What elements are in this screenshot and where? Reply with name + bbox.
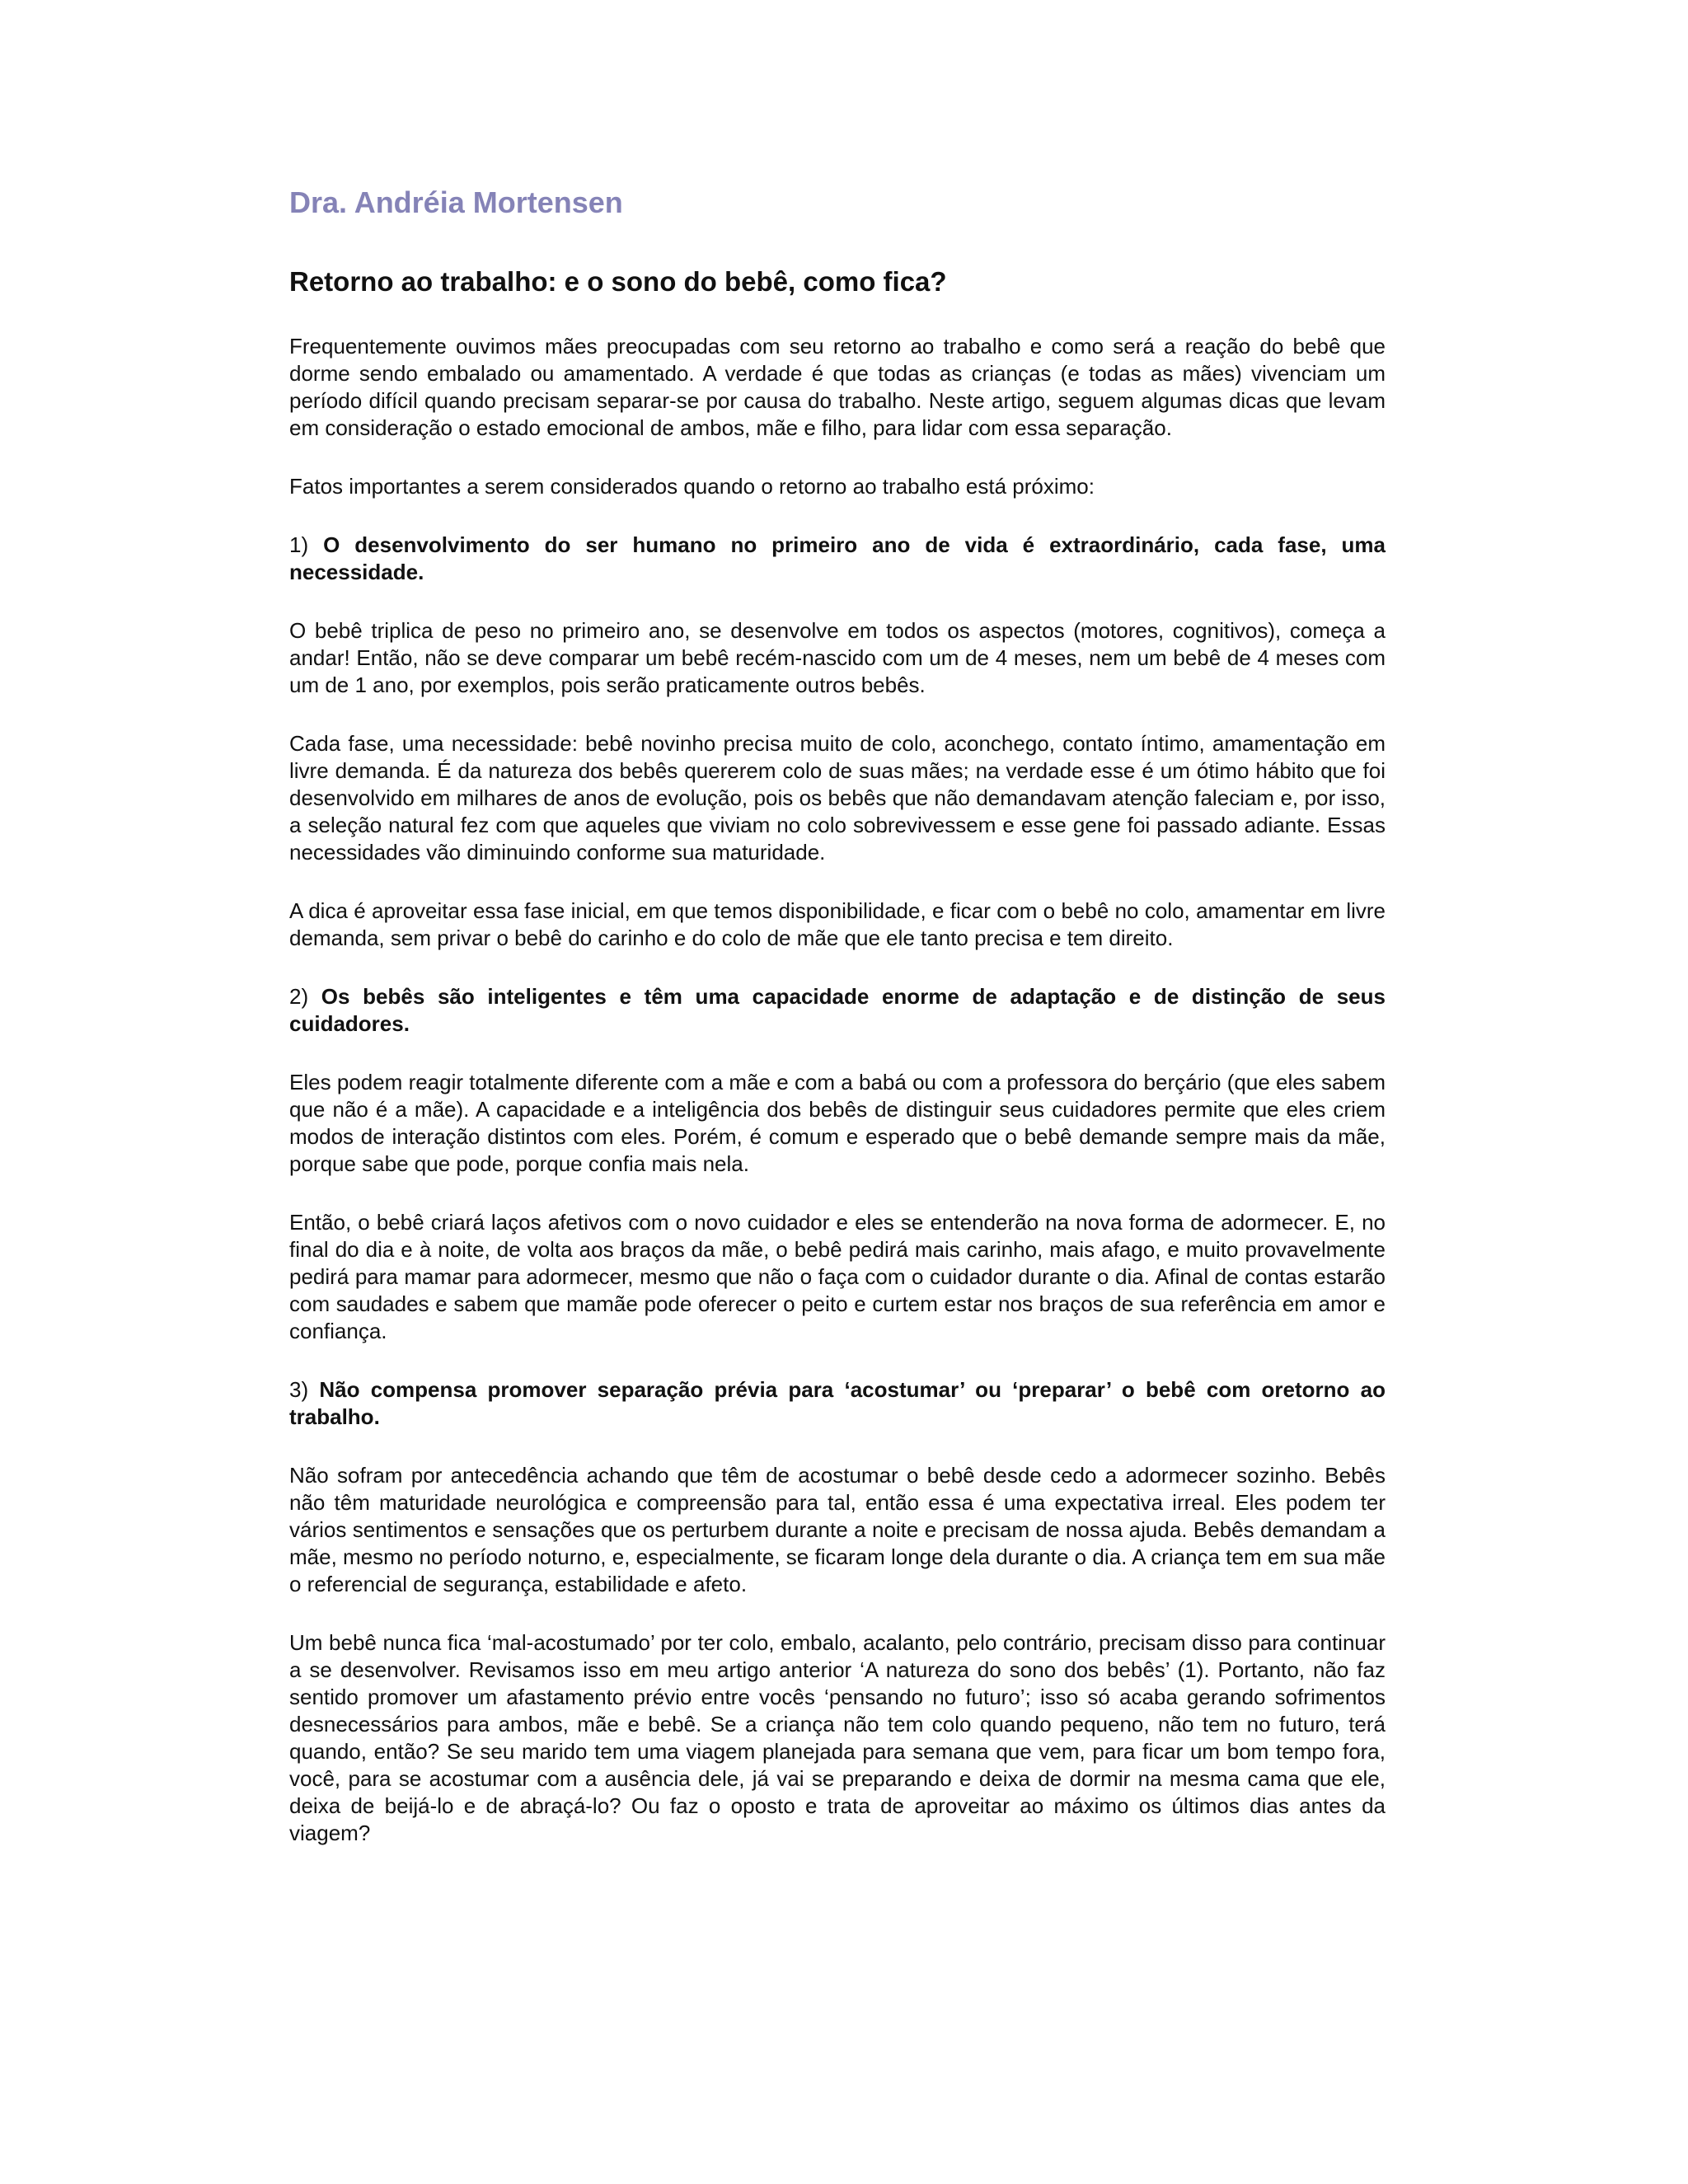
article-title: Retorno ao trabalho: e o sono do bebê, como fica? xyxy=(289,266,947,297)
intro-lead: Fatos importantes a serem considerados quando o retorno ao trabalho está próximo: xyxy=(289,474,1095,499)
point-heading-text: O desenvolvimento do ser humano no primeiro ano de vida é extraordinário, cada fase, uma necessidade. xyxy=(289,532,1386,584)
author-name: Dra. Andréia Mortensen xyxy=(289,185,623,219)
point-3-paragraph-1: Não sofram por antecedência achando que têm de acostumar o bebê desde cedo a adormecer sozinho. Bebês não têm maturidade neurológica e compreensão para tal, então essa é uma expectativa irreal. Eles podem ter vários sentimentos e sensações que os perturbem durante a noite e precisam de nossa ajuda. Bebês demandam a mãe, mesmo no período noturno, e, especialmente, se ficaram longe dela durante o dia. A criança tem em sua mãe o referencial de segurança, estabilidade e afeto. xyxy=(289,1463,1386,1596)
intro-paragraph: Frequentemente ouvimos mães preocupadas com seu retorno ao trabalho e como será a reação do bebê que dorme sendo embalado ou amamentado. A verdade é que todas as crianças (e todas as mães) vivenciam um período difícil quando precisam separar-se por causa do trabalho. Neste artigo, seguem algumas dicas que levam em consideração o estado emocional de ambos, mãe e filho, para lidar com essa separação. xyxy=(289,334,1386,440)
point-heading-text: Não compensa promover separação prévia para ‘acostumar’ ou ‘preparar’ o bebê com oretorno ao trabalho. xyxy=(289,1377,1386,1429)
point-3-paragraph-2: Um bebê nunca fica ‘mal-acostumado’ por ter colo, embalo, acalanto, pelo contrário, precisam disso para continuar a se desenvolver. Revisamos isso em meu artigo anterior ‘A natureza do sono dos bebês’ (1). Portanto, não faz sentido promover um afastamento prévio entre vocês ‘pensando no futuro’; isso só acaba gerando sofrimentos desnecessários para ambos, mãe e bebê. Se a criança não tem colo quando pequeno, não tem no futuro, terá quando, então? Se seu marido tem uma viagem planejada para semana que vem, para ficar um bom tempo fora, você, para se acostumar com a ausência dele, já vai se preparando e deixa de dormir na mesma cama que ele, deixa de beijá-lo e de abraçá-lo? Ou faz o oposto e trata de aproveitar ao máximo os últimos dias antes da viagem? xyxy=(289,1630,1386,1845)
document-page xyxy=(289,183,1386,1878)
point-1-heading xyxy=(289,532,1386,586)
point-1-paragraph-2: Cada fase, uma necessidade: bebê novinho precisa muito de colo, aconchego, contato íntimo, amamentação em livre demanda. É da natureza dos bebês quererem colo de suas mães; na verdade esse é um ótimo hábito que foi desenvolvido em milhares de anos de evolução, pois os bebês que não demandavam atenção faleciam e, por isso, a seleção natural fez com que aqueles que viviam no colo sobrevivessem e esse gene foi passado adiante. Essas necessidades vão diminuindo conforme sua maturidade. xyxy=(289,731,1386,865)
point-1-paragraph-3: A dica é aproveitar essa fase inicial, em que temos disponibilidade, e ficar com o bebê no colo, amamentar em livre demanda, sem privar o bebê do carinho e do colo de mãe que ele tanto precisa e tem direito. xyxy=(289,898,1386,950)
point-number: 2) xyxy=(289,984,309,1009)
point-2-paragraph-2: Então, o bebê criará laços afetivos com o novo cuidador e eles se entenderão na nova forma de adormecer. E, no final do dia e à noite, de volta aos braços da mãe, o bebê pedirá mais carinho, mais afago, e muito provavelmente pedirá para mamar para adormecer, mesmo que não o faça com o cuidador durante o dia. Afinal de contas estarão com saudades e sabem que mamãe pode oferecer o peito e curtem estar nos braços de sua referência em amor e confiança. xyxy=(289,1210,1386,1343)
point-number: 1) xyxy=(289,532,309,557)
point-2-heading xyxy=(289,983,1386,1038)
point-2-paragraph-1: Eles podem reagir totalmente diferente com a mãe e com a babá ou com a professora do berçário (que eles sabem que não é a mãe). A capacidade e a inteligência dos bebês de distinguir seus cuidadores permite que eles criem modos de interação distintos com eles. Porém, é comum e esperado que o bebê demande sempre mais da mãe, porque sabe que pode, porque confia mais nela. xyxy=(289,1070,1386,1176)
point-heading-text: Os bebês são inteligentes e têm uma capacidade enorme de adaptação e de distinção de seus cuidadores. xyxy=(289,984,1386,1036)
point-number: 3) xyxy=(289,1377,309,1402)
point-1-paragraph-1: O bebê triplica de peso no primeiro ano, se desenvolve em todos os aspectos (motores, cognitivos), começa a andar! Então, não se deve comparar um bebê recém-nascido com um de 4 meses, nem um bebê de 4 meses com um de 1 ano, por exemplos, pois serão praticamente outros bebês. xyxy=(289,618,1386,697)
point-3-heading xyxy=(289,1376,1386,1431)
